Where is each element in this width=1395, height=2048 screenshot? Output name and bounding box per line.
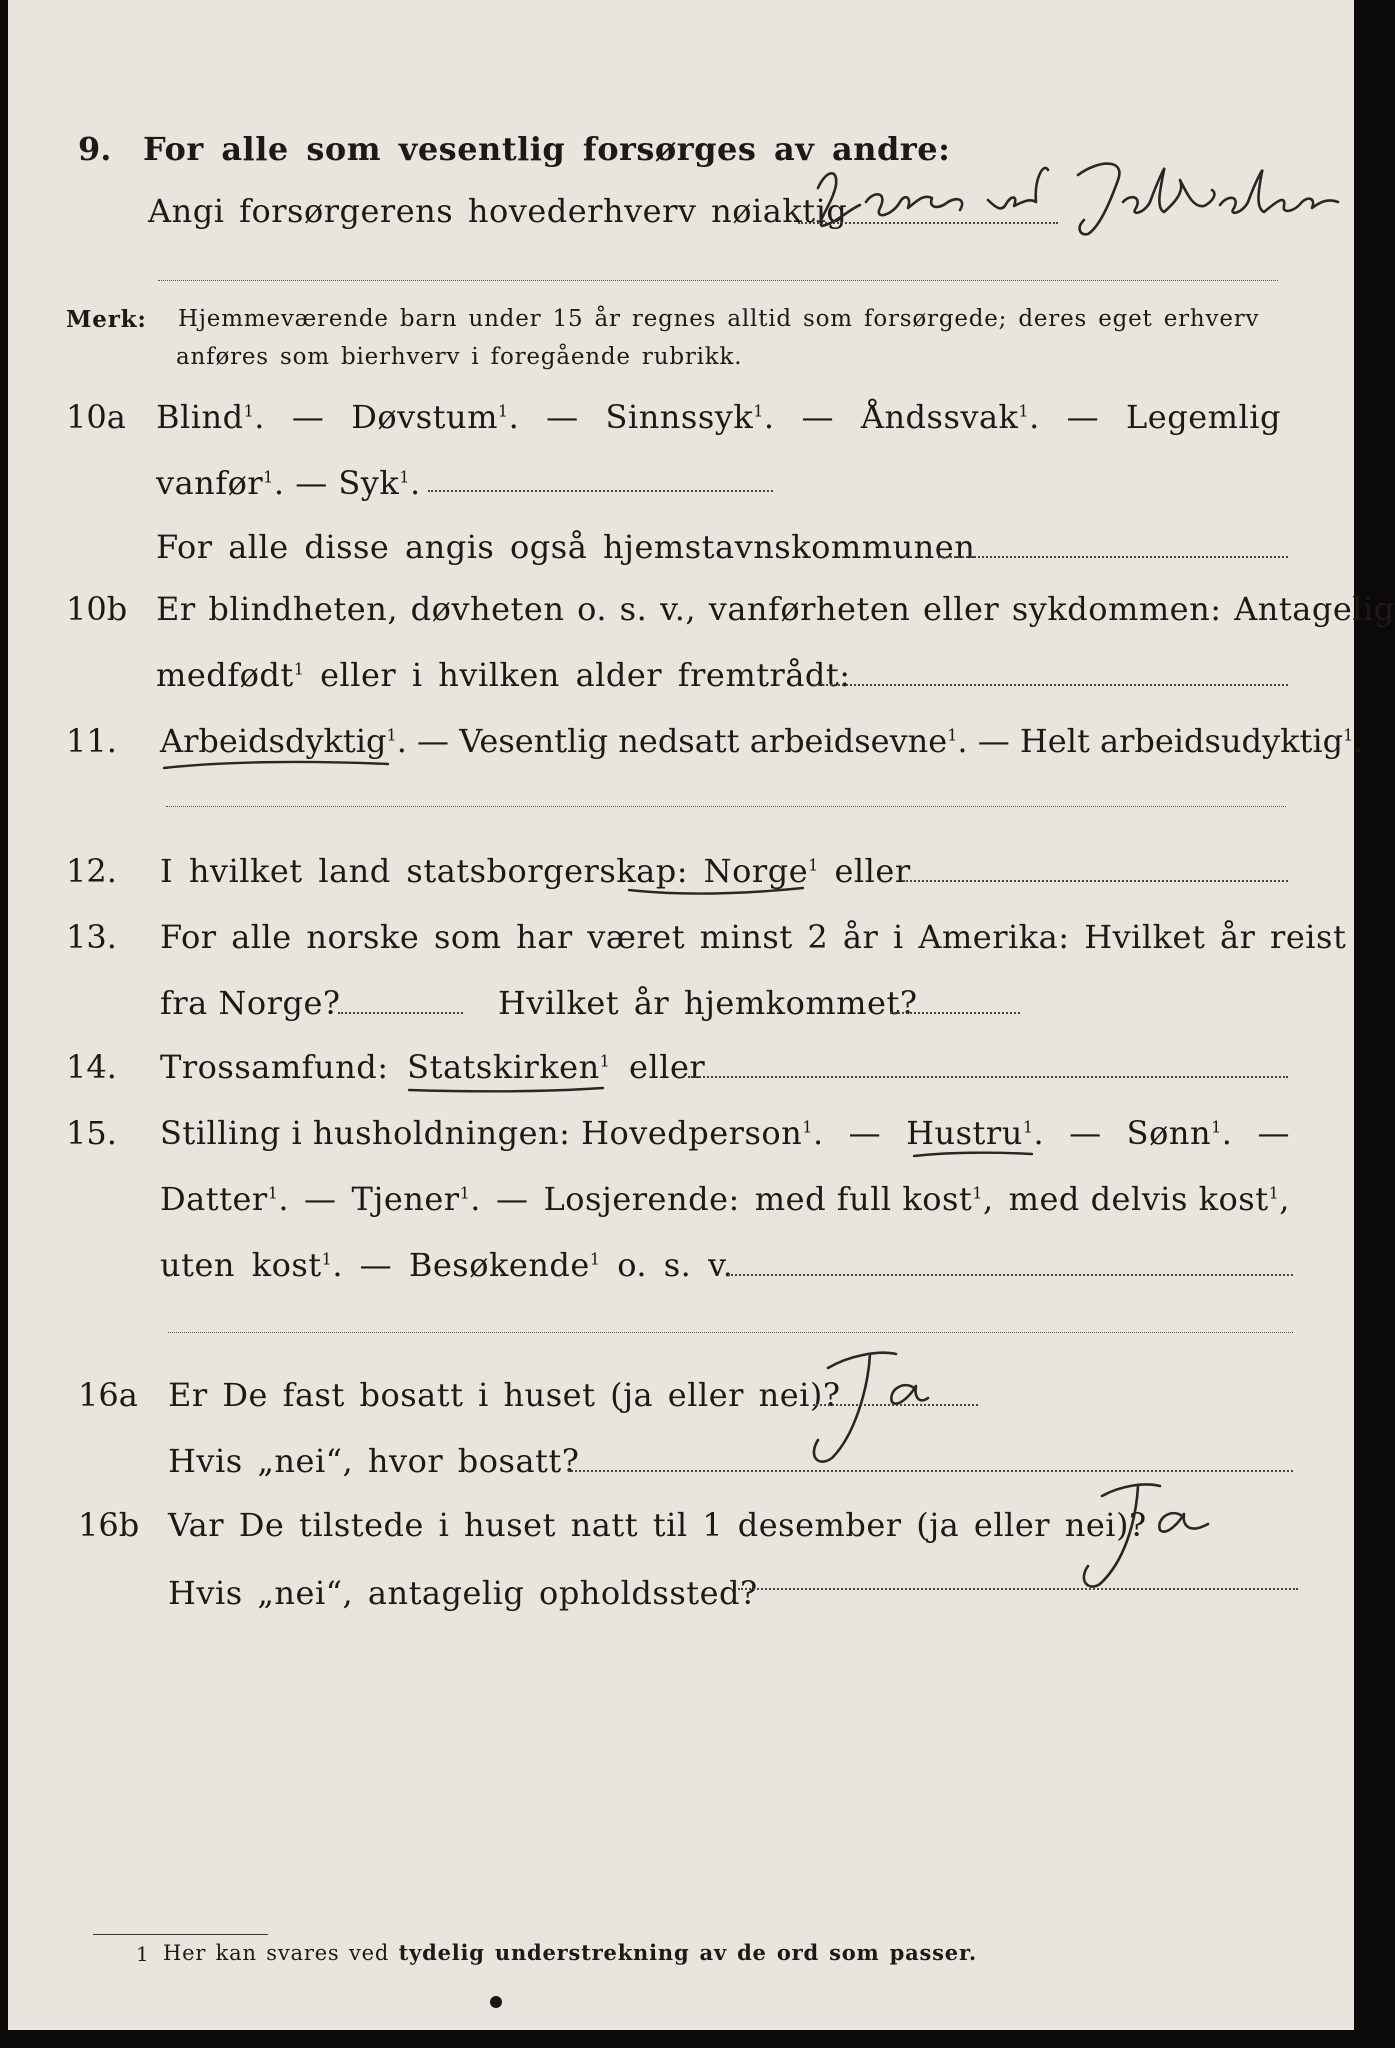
dash: —	[417, 722, 450, 760]
opt-hustru-label: Hustru	[906, 1114, 1023, 1152]
q9-handwriting-svg	[808, 150, 1353, 240]
q11-rule	[166, 806, 1286, 807]
q15-rule	[168, 1332, 1293, 1333]
q16a-line2: Hvis „nei“, hvor bosatt?	[168, 1442, 580, 1480]
sep: .	[396, 722, 407, 760]
opt-losjerende: Losjerende:	[543, 1180, 740, 1218]
opt-vanfor: vanfør	[156, 464, 264, 502]
q14-line-fill	[688, 1076, 1288, 1078]
q13-hjemkommet-line	[890, 1012, 1020, 1014]
sep: .	[470, 1180, 481, 1218]
dash: —	[359, 1246, 393, 1284]
sup: 1	[1018, 401, 1030, 421]
sup: 1	[1268, 1183, 1280, 1203]
q14-eller: eller	[629, 1048, 706, 1086]
merk-line2: anføres som bierhverv i foregående rubrikk.	[176, 344, 743, 370]
merk-label: Merk:	[66, 306, 147, 333]
opt-besokende: Besøkende	[408, 1246, 590, 1284]
dash: —	[977, 722, 1010, 760]
q15-osv: o. s. v.	[617, 1246, 734, 1284]
q12-line-fill	[903, 880, 1288, 882]
opt-fullkost	[755, 1180, 994, 1218]
opt-delviskost	[1009, 1180, 1290, 1218]
q15-line3	[160, 1246, 733, 1284]
sup: 1	[497, 401, 509, 421]
q16a-number: 16a	[78, 1376, 138, 1414]
opt-udyktig: Helt arbeidsudyktig	[1019, 722, 1344, 760]
dash: —	[1069, 1114, 1102, 1152]
opt-arbeidsdyktig: Arbeidsdyktig	[160, 722, 387, 760]
sup: 1	[947, 725, 958, 745]
footnote-text1: Her kan svares ved	[163, 1941, 390, 1965]
q9-rule	[158, 280, 1278, 281]
sup: 1	[808, 855, 819, 875]
q10b-number: 10b	[66, 590, 128, 628]
sup: 1	[589, 1249, 601, 1269]
opt-nedsatt: Vesentlig nedsatt arbeidsevne	[459, 722, 948, 760]
sep: .	[957, 722, 968, 760]
q10a-line2	[156, 464, 421, 502]
q10a-line3: For alle disse angis også hjemstavnskommunen	[156, 528, 976, 566]
sup: 1	[1211, 1117, 1222, 1137]
opt-datter	[160, 1180, 289, 1218]
sep: ,	[982, 1180, 994, 1218]
sep: .	[508, 398, 520, 436]
q14-number: 14.	[66, 1048, 117, 1086]
sup: 1	[599, 1051, 611, 1071]
sup: 1	[321, 1249, 333, 1269]
q10b-line1: Er blindheten, døvheten o. s. v., vanførheten eller sykdommen: Antagelig	[156, 590, 1395, 628]
q15-underline-mark	[908, 1144, 1038, 1168]
opt-norge: Norge	[703, 852, 809, 890]
q16b-handwritten-ja	[1058, 1470, 1228, 1600]
q15-line1	[160, 1114, 1290, 1152]
opt-delviskost-label: med delvis kost	[1008, 1180, 1269, 1218]
q16a-handwritten-ja	[788, 1340, 958, 1470]
q11-number: 11.	[66, 722, 117, 760]
q10a-line1	[156, 398, 1281, 436]
q9-handwritten-answer	[808, 150, 1353, 244]
q9-line1: For alle som vesentlig forsørges av andre:	[143, 130, 951, 168]
sup: 1	[802, 1117, 813, 1137]
dash: —	[304, 1180, 337, 1218]
q15-line2	[160, 1180, 1290, 1218]
dash: —	[546, 398, 579, 436]
opt-andssvak-label: Åndssvak	[860, 398, 1019, 436]
opt-datter-label: Datter	[160, 1180, 268, 1218]
merk-line1: Hjemmeværende barn under 15 år regnes alltid som forsørgede; deres eget erhverv	[178, 306, 1260, 332]
q16b-number: 16b	[78, 1506, 140, 1544]
q15-line-fill	[728, 1274, 1293, 1276]
sup: 1	[972, 1183, 983, 1203]
opt-statskirken: Statskirken	[407, 1048, 600, 1086]
sup: 1	[1343, 725, 1354, 745]
opt-legemlig: Legemlig	[1126, 398, 1281, 436]
q16b-line1: Var De tilstede i huset natt til 1 desember (ja eller nei)?	[168, 1506, 1147, 1544]
q10a-syk-line	[428, 490, 773, 492]
dash: —	[848, 1114, 882, 1152]
q12-text: I hvilket land statsborgerskap:	[160, 852, 688, 890]
opt-hovedperson	[160, 1114, 824, 1152]
opt-dovstum	[351, 398, 519, 436]
q13-number: 13.	[66, 918, 117, 956]
ink-dot	[490, 1996, 502, 2008]
census-form-page	[8, 0, 1395, 2030]
dash: —	[291, 398, 325, 436]
opt-sinnssyk	[606, 398, 775, 436]
opt-sinnssyk-label: Sinnssyk	[605, 398, 754, 436]
q12-number: 12.	[66, 852, 117, 890]
dash: —	[1066, 398, 1100, 436]
opt-tjener	[352, 1180, 481, 1218]
sep: .	[1221, 1114, 1233, 1152]
q15-line1a: Stilling i husholdningen: Hovedperson	[160, 1114, 803, 1152]
sep: .	[409, 464, 421, 502]
sup: 1	[386, 725, 397, 745]
q13-line1: For alle norske som har været minst 2 år i Amerika: Hvilket år reist	[160, 918, 1347, 956]
opt-tjener-label: Tjener	[351, 1180, 460, 1218]
sup: 1	[263, 467, 274, 487]
sup: 1	[399, 467, 410, 487]
q9-line2: Angi forsørgerens hovederhverv nøiaktig	[148, 192, 848, 230]
sup: 1	[243, 401, 255, 421]
opt-andssvak	[861, 398, 1040, 436]
sup: 1	[267, 1183, 279, 1203]
opt-utenkost: uten kost	[160, 1246, 322, 1284]
opt-fullkost-label: med full kost	[754, 1180, 973, 1218]
opt-blind	[156, 398, 265, 436]
q15-number: 15.	[66, 1114, 117, 1152]
opt-sonn	[1127, 1114, 1233, 1152]
q16b-line2: Hvis „nei“, antagelig opholdssted?	[168, 1574, 758, 1612]
sep: ,	[1279, 1180, 1290, 1218]
q13-line2b: Hvilket år hjemkommet?	[498, 984, 918, 1022]
q12-eller: eller	[834, 852, 911, 890]
sep: .	[1029, 398, 1040, 436]
q16a-line1: Er De fast bosatt i huset (ja eller nei)?	[168, 1376, 841, 1414]
q10a-hjemstavn-line	[938, 556, 1288, 558]
opt-blind-label: Blind	[156, 398, 244, 436]
dash: —	[495, 1180, 529, 1218]
q10a-number: 10a	[66, 398, 126, 436]
opt-sonn-label: Sønn	[1126, 1114, 1212, 1152]
opt-medfodt: medfødt	[156, 656, 294, 694]
footnote-rule	[93, 1934, 268, 1935]
sep: .	[332, 1246, 343, 1284]
dash: —	[1257, 1114, 1290, 1152]
footnote-text	[163, 1940, 977, 1965]
sup: 1	[293, 659, 305, 679]
dash: —	[801, 398, 834, 436]
opt-dovstum-label: Døvstum	[351, 398, 498, 436]
sup: 1	[459, 1183, 471, 1203]
sup: 1	[1022, 1117, 1034, 1137]
footnote-text2: tydelig understrekning av de ord som passer.	[398, 1940, 978, 1965]
q14-underline-mark	[403, 1080, 613, 1104]
q14-text: Trossamfund:	[160, 1048, 389, 1086]
sep: .	[812, 1114, 824, 1152]
q10b-line2-rest: eller i hvilken alder fremtrådt:	[320, 656, 851, 694]
q11-underline-mark	[158, 752, 398, 782]
sup: 1	[753, 401, 764, 421]
sep: .	[254, 398, 265, 436]
q12-underline-mark	[623, 880, 813, 910]
footnote-mark: 1	[136, 1942, 150, 1966]
q13-line2a: fra Norge?	[160, 984, 341, 1022]
q10b-line2	[156, 656, 851, 694]
sep: .	[1353, 722, 1364, 760]
q10b-line	[813, 684, 1288, 686]
sep: .	[273, 464, 285, 502]
sep: .	[763, 398, 775, 436]
sep: .	[278, 1180, 290, 1218]
sep: .	[1033, 1114, 1045, 1152]
q9-number: 9.	[78, 130, 112, 168]
q13-reist-line	[338, 1012, 463, 1014]
dash: —	[295, 464, 328, 502]
opt-syk: Syk	[338, 464, 400, 502]
